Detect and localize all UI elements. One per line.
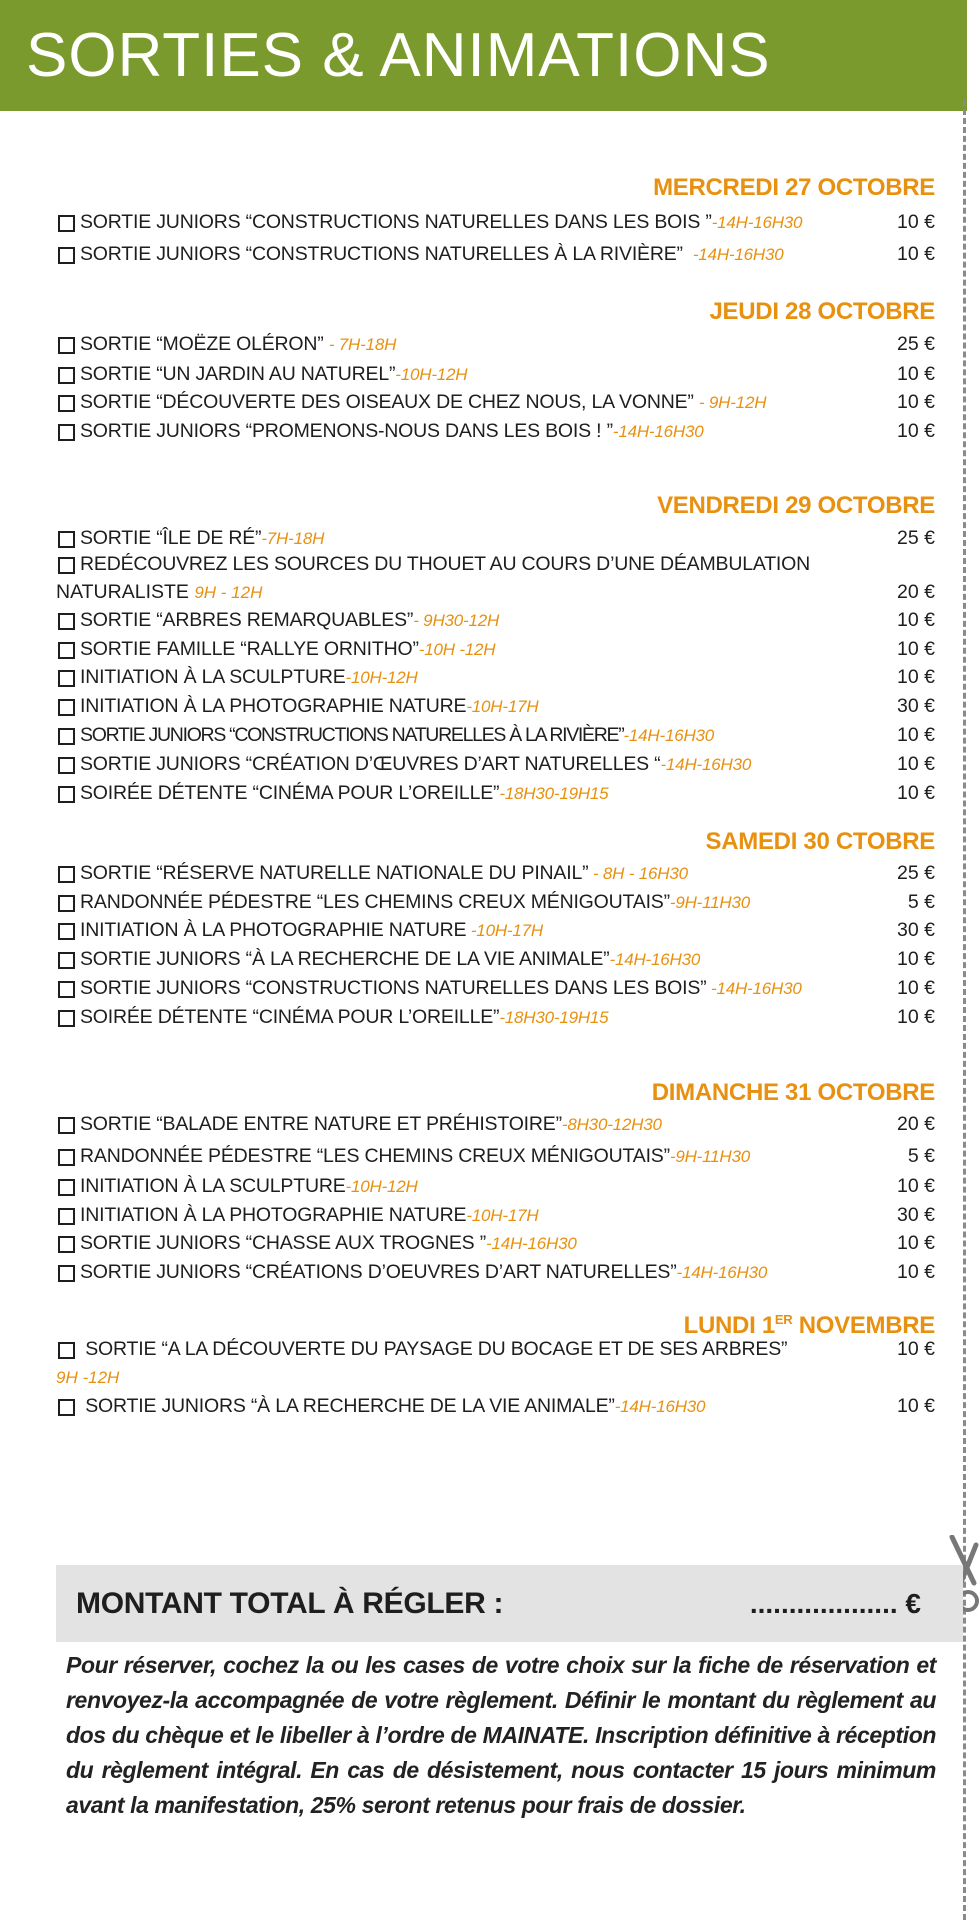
- checkbox-icon[interactable]: [58, 757, 75, 774]
- event-title: SORTIE “MOËZE OLÉRON”: [80, 333, 324, 355]
- checkbox-icon[interactable]: [58, 215, 75, 232]
- event-time: -14H-16H30: [614, 1397, 706, 1416]
- event-title: SORTIE JUNIORS “À LA RECHERCHE DE LA VIE ANIMALE”: [80, 948, 610, 970]
- total-label: MONTANT TOTAL À RÉGLER :: [76, 1587, 504, 1620]
- checkbox-icon[interactable]: [58, 1208, 75, 1225]
- list-item: [56, 779, 935, 807]
- day-title: DIMANCHE 31 OCTOBRE: [651, 1079, 935, 1106]
- list-item: [56, 1142, 935, 1170]
- checkbox-icon[interactable]: [58, 642, 75, 659]
- day-title: VENDREDI 29 OCTOBRE: [657, 492, 935, 519]
- event-time: -10H-12H: [345, 1177, 418, 1196]
- event-title: SORTIE “RÉSERVE NATURELLE NATIONALE DU PINAIL”: [80, 862, 589, 884]
- list-item: [56, 388, 935, 416]
- checkbox-icon[interactable]: [58, 531, 75, 548]
- checkbox-icon[interactable]: [58, 1179, 75, 1196]
- event-title: INITIATION À LA SCULPTURE: [80, 666, 346, 688]
- list-item: [56, 888, 935, 916]
- list-item: [56, 663, 935, 691]
- checkbox-icon[interactable]: [58, 1399, 75, 1416]
- list-item: [56, 360, 935, 388]
- cut-line: [963, 100, 966, 1920]
- event-title: SORTIE JUNIORS “CONSTRUCTIONS NATURELLES À LA RIVIÈRE”: [80, 724, 624, 746]
- list-item: [56, 417, 935, 445]
- list-item: [56, 1201, 935, 1229]
- total-box: [56, 1565, 963, 1642]
- event-price: 25 €: [897, 527, 935, 549]
- list-item: [56, 1229, 935, 1257]
- event-title: SORTIE “BALADE ENTRE NATURE ET PRÉHISTOIRE”: [80, 1113, 562, 1135]
- event-price: 10 €: [897, 1006, 935, 1028]
- event-title: SORTIE JUNIORS “CRÉATION D’ŒUVRES D’ART NATURELLES “: [80, 753, 661, 775]
- event-time: - 8H - 16H30: [588, 864, 688, 883]
- event-price: 10 €: [897, 211, 935, 233]
- event-price: 10 €: [897, 977, 935, 999]
- event-price: 10 €: [897, 609, 935, 631]
- event-price: 10 €: [897, 391, 935, 413]
- event-price: 10 €: [897, 753, 935, 775]
- event-title: INITIATION À LA SCULPTURE: [80, 1175, 346, 1197]
- event-title: SORTIE JUNIORS “CONSTRUCTIONS NATURELLES À LA RIVIÈRE”: [80, 243, 683, 265]
- event-time: 9H - 12H: [194, 583, 263, 602]
- checkbox-icon[interactable]: [58, 728, 75, 745]
- event-time: -18H30-19H15: [499, 1008, 609, 1027]
- day-title: SAMEDI 30 CTOBRE: [705, 828, 935, 855]
- event-price: 10 €: [897, 1261, 935, 1283]
- event-price: 10 €: [897, 948, 935, 970]
- checkbox-icon[interactable]: [58, 1265, 75, 1282]
- event-time: -14H-16H30: [612, 422, 704, 441]
- event-time: -10H-12H: [395, 365, 468, 384]
- checkbox-icon[interactable]: [58, 1010, 75, 1027]
- list-item: [56, 692, 935, 720]
- checkbox-icon[interactable]: [58, 613, 75, 630]
- event-time: -14H-16H30: [660, 755, 752, 774]
- event-time: 9H -12H: [56, 1368, 120, 1387]
- event-title: SORTIE “ARBRES REMARQUABLES”: [80, 609, 414, 631]
- checkbox-icon[interactable]: [58, 557, 75, 574]
- event-title: SORTIE “A LA DÉCOUVERTE DU PAYSAGE DU BOCAGE ET DE SES ARBRES”: [80, 1338, 788, 1360]
- event-price: 10 €: [897, 666, 935, 688]
- event-title: SORTIE JUNIORS “CHASSE AUX TROGNES ”: [80, 1232, 486, 1254]
- event-title: SORTIE “DÉCOUVERTE DES OISEAUX DE CHEZ NOUS, LA VONNE”: [80, 391, 694, 413]
- event-price: 10 €: [897, 1395, 935, 1417]
- event-time: -10H-17H: [466, 921, 543, 940]
- event-title: SORTIE “UN JARDIN AU NATUREL”: [80, 363, 396, 385]
- event-time: -14H-16H30: [486, 1234, 577, 1253]
- list-item: [56, 240, 935, 268]
- event-price: 10 €: [897, 724, 935, 746]
- list-item: [56, 974, 935, 1002]
- list-item: [56, 750, 935, 778]
- checkbox-icon[interactable]: [58, 670, 75, 687]
- list-item: [56, 524, 935, 552]
- event-title: RANDONNÉE PÉDESTRE “LES CHEMINS CREUX MÉNIGOUTAIS”: [80, 1145, 670, 1167]
- checkbox-icon[interactable]: [58, 923, 75, 940]
- event-price: 10 €: [897, 1232, 935, 1254]
- list-item: [56, 208, 935, 236]
- total-amount-field[interactable]: ................... €: [749, 1588, 921, 1619]
- event-title: SORTIE “ÎLE DE RÉ”: [80, 527, 262, 549]
- list-item: [56, 721, 935, 749]
- event-price: 10 €: [897, 1338, 935, 1360]
- event-title: SORTIE JUNIORS “CRÉATIONS D’OEUVRES D’ART NATURELLES”: [80, 1261, 677, 1283]
- page-title: SORTIES & ANIMATIONS: [26, 21, 771, 90]
- event-time: -14H-16H30: [676, 1263, 768, 1282]
- event-title: SORTIE JUNIORS “CONSTRUCTIONS NATURELLES DANS LES BOIS ”: [80, 211, 712, 233]
- checkbox-icon[interactable]: [58, 786, 75, 803]
- event-price: 10 €: [897, 420, 935, 442]
- list-item: [56, 550, 935, 606]
- page-header: [0, 0, 967, 111]
- event-time: -14H-16H30: [711, 213, 803, 232]
- event-time: -14H-16H30: [692, 245, 784, 264]
- event-title: SORTIE JUNIORS “PROMENONS-NOUS DANS LES BOIS ! ”: [80, 420, 613, 442]
- list-item: [56, 916, 935, 944]
- event-price: 10 €: [897, 638, 935, 660]
- event-price: 30 €: [897, 919, 935, 941]
- checkbox-icon[interactable]: [58, 1342, 75, 1359]
- event-price: 25 €: [897, 333, 935, 355]
- list-item: [56, 1172, 935, 1200]
- list-item: [56, 606, 935, 634]
- event-price: 25 €: [897, 862, 935, 884]
- event-time: - 7H-18H: [328, 335, 397, 354]
- event-time: -14H-16H30: [609, 950, 701, 969]
- event-time: -8H30-12H30: [561, 1115, 662, 1134]
- list-item: [56, 1110, 935, 1138]
- event-price: 10 €: [897, 782, 935, 804]
- event-title: INITIATION À LA PHOTOGRAPHIE NATURE: [80, 695, 467, 717]
- event-price: 20 €: [897, 581, 935, 603]
- event-price: 10 €: [897, 1175, 935, 1197]
- day-title: MERCREDI 27 OCTOBRE: [653, 174, 935, 201]
- checkbox-icon[interactable]: [58, 1117, 75, 1134]
- checkbox-icon[interactable]: [58, 1149, 75, 1166]
- event-time: -14H-16H30: [706, 979, 802, 998]
- list-item: [56, 635, 935, 663]
- event-price: 20 €: [897, 1113, 935, 1135]
- list-item: [56, 330, 935, 358]
- event-price: 5 €: [907, 1145, 935, 1167]
- checkbox-icon[interactable]: [58, 395, 75, 412]
- event-price: 30 €: [897, 695, 935, 717]
- day-title: LUNDI 1ER NOVEMBRE: [683, 1312, 935, 1339]
- event-title: RANDONNÉE PÉDESTRE “LES CHEMINS CREUX MÉNIGOUTAIS”: [80, 891, 670, 913]
- event-time: -9H-11H30: [669, 893, 750, 912]
- reservation-note: Pour réserver, cochez la ou les cases de votre choix sur la fiche de réservation et renvoyez-la accompagnée de votre règlement. Définir le montant du règlement au dos du chèque et le libeller à l’ordre de MAINATE. Inscription définitive à réception du règlement intégral. En cas de désistement, nous contacter 15 jours minimum avant la manifestation, 25% seront retenus pour frais de dossier.: [66, 1652, 936, 1818]
- list-item: [56, 945, 935, 973]
- list-item: [56, 1258, 935, 1286]
- checkbox-icon[interactable]: [58, 247, 75, 264]
- event-time: - 9H30-12H: [413, 611, 500, 630]
- event-title-line2: NATURALISTE: [56, 581, 189, 603]
- event-title: INITIATION À LA PHOTOGRAPHIE NATURE: [80, 1204, 467, 1226]
- event-title: INITIATION À LA PHOTOGRAPHIE NATURE: [80, 919, 467, 941]
- event-price: 10 €: [897, 363, 935, 385]
- checkbox-icon[interactable]: [58, 337, 75, 354]
- checkbox-icon[interactable]: [58, 866, 75, 883]
- event-time: -10H-17H: [466, 697, 539, 716]
- checkbox-icon[interactable]: [58, 699, 75, 716]
- checkbox-icon[interactable]: [58, 1236, 75, 1253]
- event-title: REDÉCOUVREZ LES SOURCES DU THOUET AU COURS D’UNE DÉAMBULATION: [80, 553, 810, 575]
- event-time: -7H-18H: [261, 529, 325, 548]
- event-time: -10H-17H: [466, 1206, 539, 1225]
- event-price: 5 €: [907, 891, 935, 913]
- checkbox-icon[interactable]: [58, 952, 75, 969]
- event-price: 30 €: [897, 1204, 935, 1226]
- event-time: - 9H-12H: [698, 393, 767, 412]
- checkbox-icon[interactable]: [58, 424, 75, 441]
- event-time: -10H -12H: [418, 640, 496, 659]
- checkbox-icon[interactable]: [58, 981, 75, 998]
- event-title: SOIRÉE DÉTENTE “CINÉMA POUR L’OREILLE”: [80, 1006, 500, 1028]
- event-title: SORTIE JUNIORS “À LA RECHERCHE DE LA VIE ANIMALE”: [80, 1395, 615, 1417]
- event-time: -9H-11H30: [669, 1147, 750, 1166]
- list-item: [56, 1392, 935, 1420]
- list-item: [56, 1335, 935, 1391]
- day-title: JEUDI 28 OCTOBRE: [709, 298, 935, 325]
- event-price: 10 €: [897, 243, 935, 265]
- event-time: -10H-12H: [345, 668, 418, 687]
- checkbox-icon[interactable]: [58, 895, 75, 912]
- list-item: [56, 1003, 935, 1031]
- event-title: SORTIE JUNIORS “CONSTRUCTIONS NATURELLES DANS LES BOIS”: [80, 977, 707, 999]
- checkbox-icon[interactable]: [58, 367, 75, 384]
- event-title: SORTIE FAMILLE “RALLYE ORNITHO”: [80, 638, 419, 660]
- event-title: SOIRÉE DÉTENTE “CINÉMA POUR L’OREILLE”: [80, 782, 500, 804]
- event-time: -18H30-19H15: [499, 784, 609, 803]
- list-item: [56, 859, 935, 887]
- event-time: -14H-16H30: [623, 726, 715, 745]
